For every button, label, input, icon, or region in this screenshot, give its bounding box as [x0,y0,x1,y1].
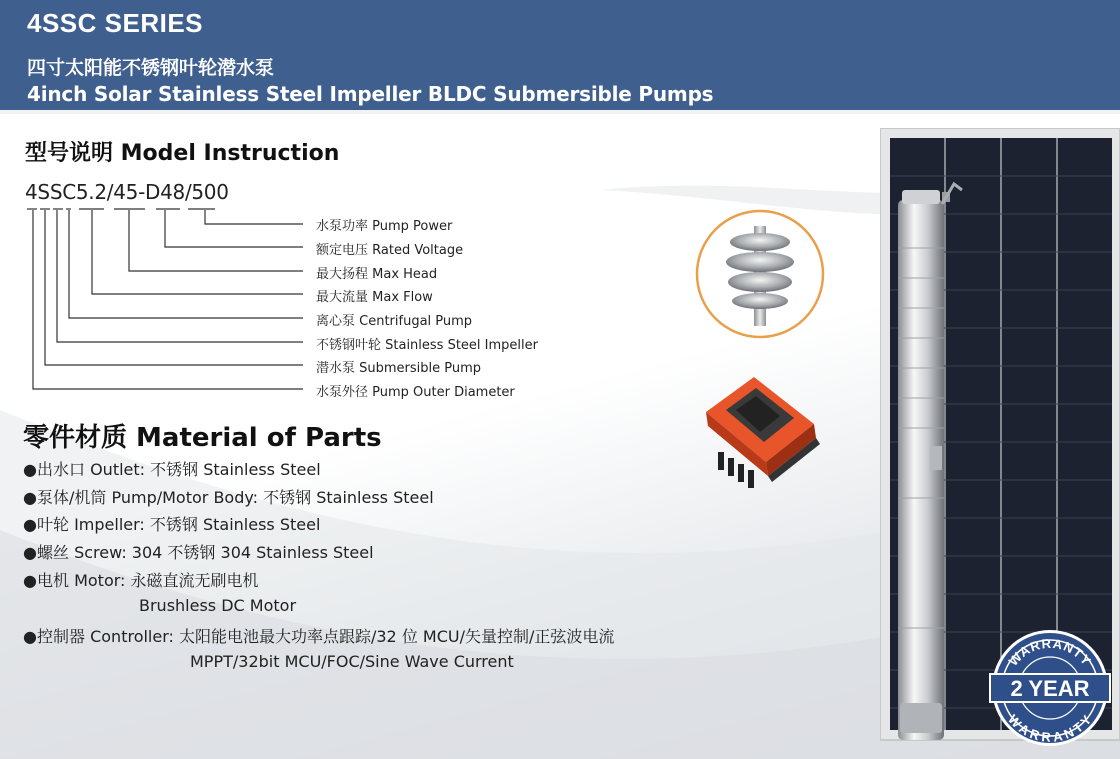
legend-outer-diameter: 水泵外径 Pump Outer Diameter [316,385,515,400]
model-code: 4SSC5.2/45-D48/500 [25,180,229,204]
legend-max-flow: 最大流量 Max Flow [316,290,433,305]
bullet-icon: ● [23,515,37,534]
part-item-screw: ●螺丝 Screw: 304 不锈钢 304 Stainless Steel [23,543,374,562]
part-item-outlet: ●出水口 Outlet: 不锈钢 Stainless Steel [23,460,321,479]
bullet-icon: ● [23,543,37,562]
warranty-main-text: 2 YEAR [1010,676,1090,701]
series-title: 4SSC SERIES [27,8,204,38]
bullet-icon: ● [23,571,37,590]
bullet-icon: ● [23,488,37,507]
bullet-icon: ● [23,627,37,646]
motor-english: Brushless DC Motor [139,596,297,615]
material-of-parts-title: 零件材质 Material of Parts [23,423,382,453]
controller-english: MPPT/32bit MCU/FOC/Sine Wave Current [190,652,514,671]
legend-submersible-pump: 潜水泵 Submersible Pump [316,361,482,376]
legend-pump-power: 水泵功率 Pump Power [316,219,453,234]
legend-rated-voltage: 额定电压 Rated Voltage [316,243,464,258]
legend-max-head: 最大扬程 Max Head [316,267,438,282]
warranty-badge [988,626,1112,750]
part-item-impeller: ●叶轮 Impeller: 不锈钢 Stainless Steel [23,515,321,534]
legend-stainless-impeller: 不锈钢叶轮 Stainless Steel Impeller [316,338,538,353]
legend-centrifugal-pump: 离心泵 Centrifugal Pump [316,314,473,329]
impeller-closeup-image [694,208,826,340]
subtitle-chinese: 四寸太阳能不锈钢叶轮潜水泵 [27,57,275,79]
warranty-top-text: WARRANTY [1005,635,1095,669]
bullet-icon: ● [23,460,37,479]
part-item-body: ●泵体/机筒 Pump/Motor Body: 不锈钢 Stainless Steel [23,488,434,507]
subtitle-english: 4inch Solar Stainless Steel Impeller BLDC Submersible Pumps [27,82,714,106]
part-item-motor: ●电机 Motor: 永磁直流无刷电机 [23,571,259,590]
model-instruction-title: 型号说明 Model Instruction [25,141,340,166]
part-item-controller: ●控制器 Controller: 太阳能电池最大功率点跟踪/32 位 MCU/矢量控制/正弦波电流 [23,627,615,646]
warranty-bottom-text: WARRANTY [1005,711,1096,745]
controller-image [696,372,824,496]
